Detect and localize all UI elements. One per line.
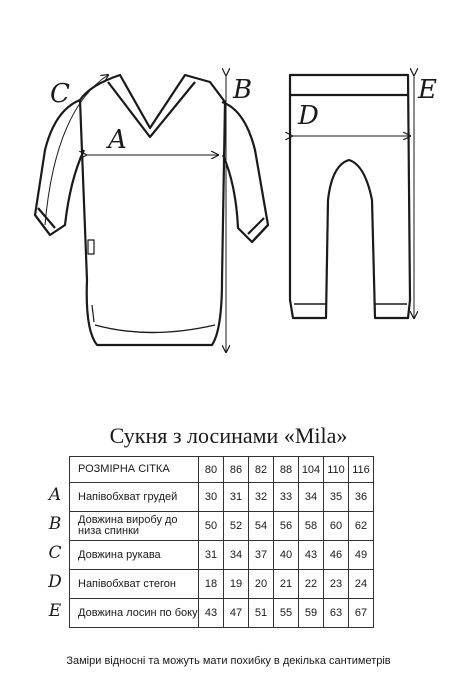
header-cell: 80 [199,457,224,483]
row-label: Напівобхват стегон [70,570,199,599]
header-cell: 86 [224,457,249,483]
table-cell: 56 [274,512,299,541]
measure-lines [45,75,414,352]
table-row [70,512,374,541]
row-letter-a: A [48,485,62,505]
table-cell: 40 [274,541,299,570]
header-cell: 104 [299,457,324,483]
table-cell: 54 [249,512,274,541]
table-row [70,541,374,570]
table-cell: 51 [249,599,274,628]
row-letter-c: C [48,543,62,563]
table-cell: 22 [299,570,324,599]
table-cell: 36 [349,483,374,512]
table-cell: 30 [199,483,224,512]
table-cell: 60 [324,512,349,541]
table-cell: 31 [199,541,224,570]
size-table [69,456,374,628]
table-cell: 21 [274,570,299,599]
header-cell: 82 [249,457,274,483]
table-cell: 55 [274,599,299,628]
table-cell: 23 [324,570,349,599]
table-cell: 18 [199,570,224,599]
row-label: Довжина рукава [70,541,199,570]
row-letter-e: E [48,601,62,621]
table-cell: 62 [349,512,374,541]
label-a: A [108,125,127,155]
row-label: Довжина виробу до низа спинки [70,512,199,541]
table-row [70,599,374,628]
row-label: Напівобхват грудей [70,483,199,512]
table-cell: 52 [224,512,249,541]
table-cell: 58 [299,512,324,541]
table-row [70,483,374,512]
table-cell: 59 [299,599,324,628]
table-cell: 43 [299,541,324,570]
table-cell: 31 [224,483,249,512]
table-cell: 34 [224,541,249,570]
label-d: D [298,101,319,131]
table-cell: 49 [349,541,374,570]
table-header-row [70,457,374,483]
table-row [70,570,374,599]
header-cell: 116 [349,457,374,483]
page-title: Сукня з лосинами «Mila» [109,423,348,448]
row-label: Довжина лосин по боку [70,599,199,628]
table-cell: 37 [249,541,274,570]
table-cell: 19 [224,570,249,599]
table-cell: 35 [324,483,349,512]
row-letters [42,481,68,626]
table-cell: 67 [349,599,374,628]
table-cell: 46 [324,541,349,570]
table-cell: 63 [324,599,349,628]
label-c: C [50,79,70,109]
header-cell: РОЗМІРНА СІТКА [70,457,199,483]
table-cell: 34 [299,483,324,512]
header-cell: 110 [324,457,349,483]
row-letter-d: D [48,572,62,592]
table-cell: 24 [349,570,374,599]
table-cell: 20 [249,570,274,599]
dress-drawing [35,75,268,345]
table-cell: 33 [274,483,299,512]
row-letter-b: B [48,514,62,534]
footer-note: Заміри відносні та можуть мати похибку в декілька сантиметрів [66,655,391,667]
header-cell: 88 [274,457,299,483]
label-e: E [418,75,437,105]
table-cell: 50 [199,512,224,541]
label-b: B [233,75,253,105]
table-cell: 32 [249,483,274,512]
table-cell: 43 [199,599,224,628]
table-cell: 47 [224,599,249,628]
